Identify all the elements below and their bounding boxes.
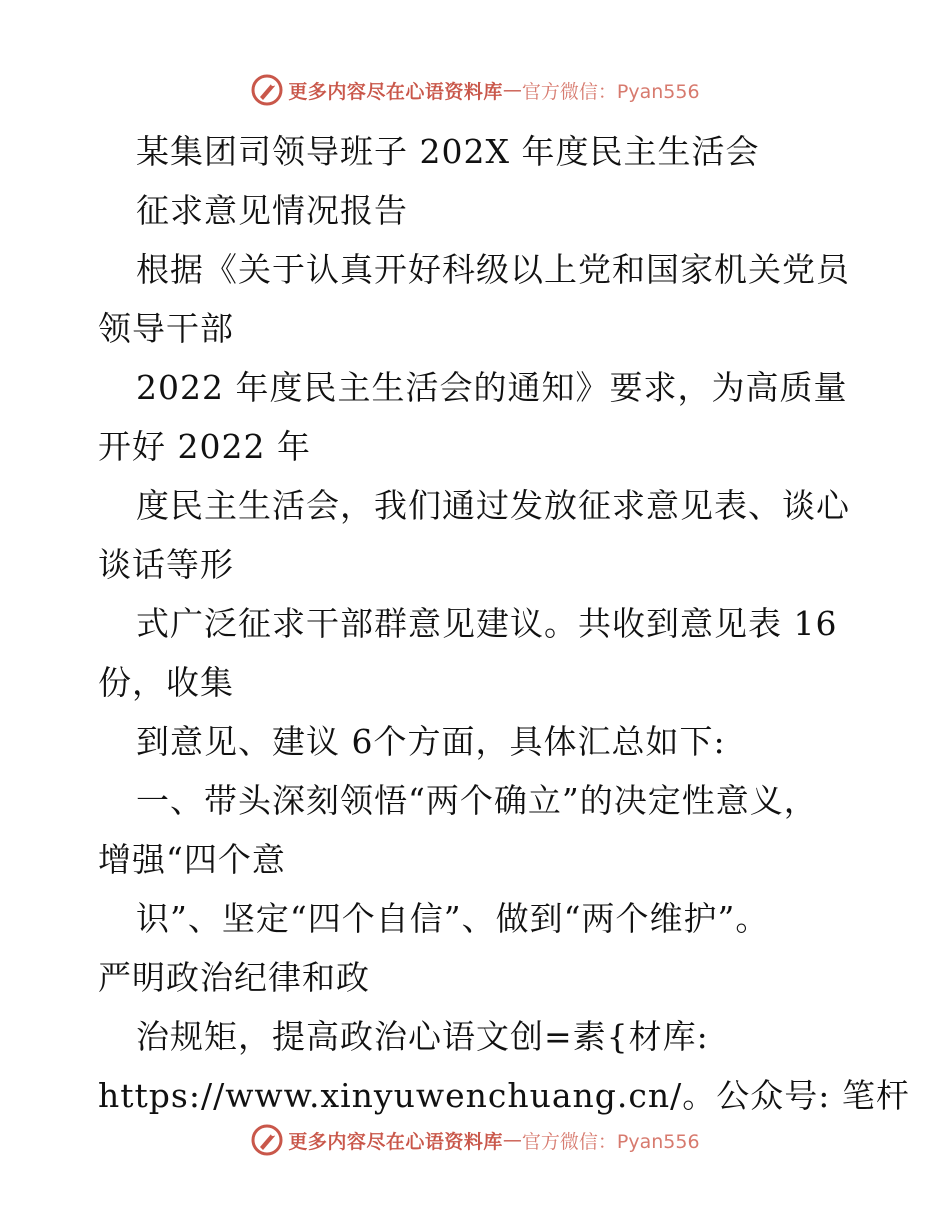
header-watermark-banner <box>0 70 950 110</box>
text-line: 开好 2022 年 <box>98 427 311 466</box>
banner-separator: — <box>502 1129 522 1151</box>
text-line: 识”、坚定“四个自信”、做到“两个维护”。 <box>136 899 770 938</box>
text-line: 份，收集 <box>98 663 234 702</box>
text-line: 领导干部 <box>98 309 234 348</box>
text-line: 式广泛征求干部群意见建议。共收到意见表 16 <box>136 604 838 643</box>
banner-main-text: 更多内容尽在心语资料库 <box>288 80 503 103</box>
text-line: 根据《关于认真开好科级以上党和国家机关党员 <box>136 250 850 289</box>
text-line: 治规矩，提高政治心语文创=素{材库: <box>136 1017 709 1056</box>
text-line: 谈话等形 <box>98 545 234 584</box>
pen-nib-logo-icon <box>250 73 284 107</box>
banner-wechat-text: 官方微信：Pyan556 <box>521 1130 700 1153</box>
banner-wechat-text: 官方微信：Pyan556 <box>521 80 700 103</box>
text-line: 某集团司领导班子 202X 年度民主生活会 <box>136 132 760 171</box>
pen-nib-logo-icon <box>250 1123 284 1157</box>
banner-main-text: 更多内容尽在心语资料库 <box>288 1130 503 1153</box>
text-line: 征求意见情况报告 <box>136 191 408 230</box>
document-body <box>98 122 910 1125</box>
text-line: 严明政治纪律和政 <box>98 958 370 997</box>
text-line: 一、带头深刻领悟“两个确立”的决定性意义， <box>136 781 818 820</box>
text-line: 度民主生活会，我们通过发放征求意见表、谈心 <box>136 486 850 525</box>
footer-watermark-banner <box>0 1120 950 1160</box>
text-line: 增强“四个意 <box>98 840 286 879</box>
text-line: https://www.xinyuwenchuang.cn/。公众号: 笔杆 <box>98 1076 910 1115</box>
banner-separator: — <box>502 79 522 101</box>
text-line: 2022 年度民主生活会的通知》要求，为高质量 <box>136 368 848 407</box>
text-line: 到意见、建议 6个方面，具体汇总如下: <box>136 722 726 761</box>
